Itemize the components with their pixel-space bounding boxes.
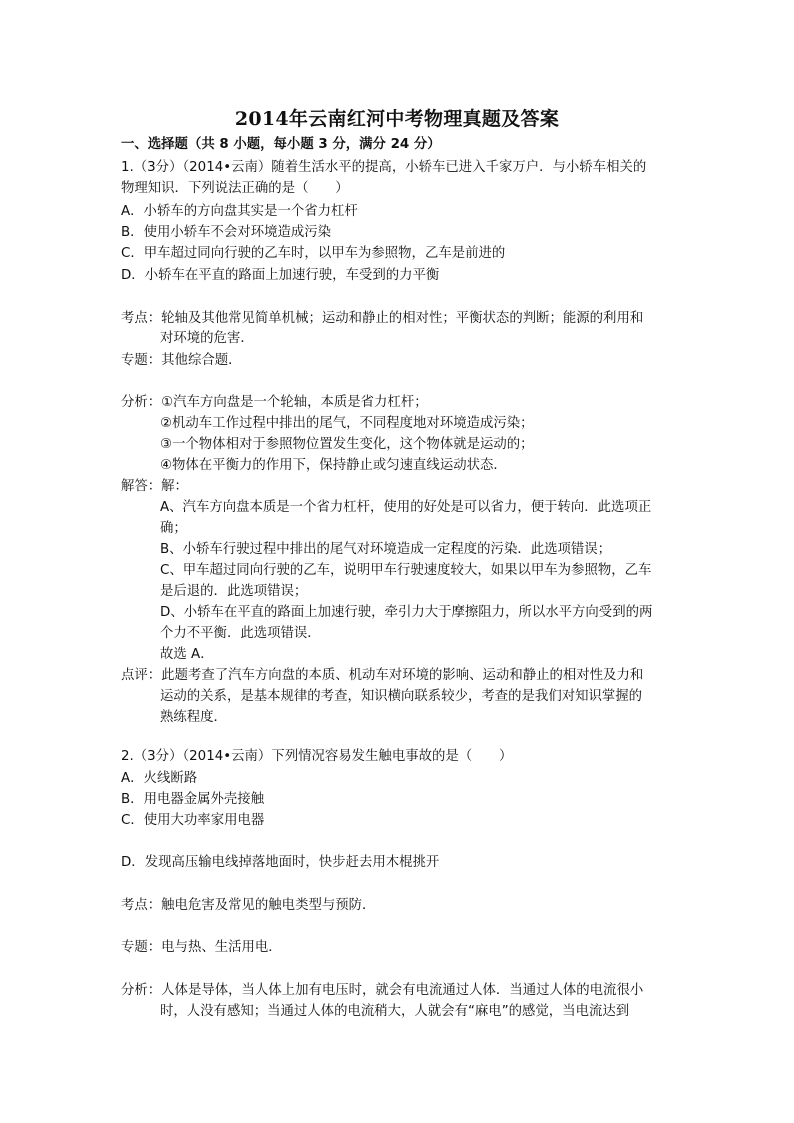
q2-fenxi-line-2: 时，人没有感知；当通过人体的电流稍大，人就会有“麻电”的感觉，当电流达到 [160, 1004, 630, 1019]
q2-kaodian: 考点：触电危害及常见的触电类型与预防． [121, 898, 376, 913]
q2-option-b: B．用电器金属外壳接触 [121, 792, 265, 807]
q1-jieda-b: B、小轿车行驶过程中排出的尾气对环境造成一定程度的污染．此选项错误； [160, 542, 612, 557]
q1-answer: 故选 A． [160, 647, 214, 662]
document-title: 2014年云南红河中考物理真题及答案 [234, 108, 560, 130]
q1-kaodian-line-1: 考点：轮轴及其他常见简单机械；运动和静止的相对性；平衡状态的判断；能源的利用和 [121, 311, 644, 326]
q2-stem: 2.（3分）（2014•云南）下列情况容易发生触电事故的是（ ） [121, 749, 513, 764]
q1-jieda-heading: 解答：解： [121, 479, 188, 494]
q1-fenxi-line-2: ②机动车工作过程中排出的尾气，不同程度地对环境造成污染； [160, 416, 534, 431]
q2-zhuanti: 专题：电与热、生活用电． [121, 940, 282, 955]
q1-dianping-line-1: 点评：此题考查了汽车方向盘的本质、机动车对环境的影响、运动和静止的相对性及力和 [121, 668, 644, 683]
q1-option-c: C．甲车超过同向行驶的乙车时，以甲车为参照物，乙车是前进的 [121, 246, 506, 261]
q1-jieda-c-line-1: C、甲车超过同向行驶的乙车，说明甲车行驶速度较大，如果以甲车为参照物，乙车 [160, 563, 652, 578]
q1-jieda-a-line-1: A、汽车方向盘本质是一个省力杠杆，使用的好处是可以省力，便于转向．此选项正 [160, 500, 652, 515]
q1-zhuanti: 专题：其他综合题． [121, 353, 242, 368]
q1-option-a: A．小轿车的方向盘其实是一个省力杠杆 [121, 204, 358, 219]
q1-jieda-c-line-2: 是后退的．此选项错误； [160, 584, 308, 599]
q1-option-d: D．小轿车在平直的路面上加速行驶，车受到的力平衡 [121, 268, 440, 283]
q1-jieda-d-line-1: D、小轿车在平直的路面上加速行驶，牵引力大于摩擦阻力，所以水平方向受到的两 [160, 605, 653, 620]
q2-option-c: C．使用大功率家用电器 [121, 813, 265, 828]
q2-option-d: D．发现高压输电线掉落地面时，快步赶去用木棍挑开 [121, 855, 440, 870]
q1-option-b: B．使用小轿车不会对环境造成污染 [121, 225, 332, 240]
section-heading: 一、选择题（共 8 小题，每小题 3 分，满分 24 分） [121, 137, 441, 152]
q1-jieda-d-line-2: 个力不平衡．此选项错误． [160, 626, 321, 641]
q1-dianping-line-2: 运动的关系，是基本规律的考查，知识横向联系较少，考查的是我们对知识掌握的 [160, 689, 643, 704]
q1-kaodian-line-2: 对环境的危害． [160, 331, 254, 346]
q2-fenxi-line-1: 分析：人体是导体，当人体上加有电压时，就会有电流通过人体．当通过人体的电流很小 [121, 983, 644, 998]
q1-fenxi-line-1: 分析：①汽车方向盘是一个轮轴，本质是省力杠杆； [121, 395, 428, 410]
q1-dianping-line-3: 熟练程度． [160, 710, 227, 725]
q1-jieda-a-line-2: 确； [160, 521, 187, 536]
q1-fenxi-line-4: ④物体在平衡力的作用下，保持静止或匀速直线运动状态． [160, 458, 507, 473]
q1-stem-line-1: 1.（3分）（2014•云南）随着生活水平的提高，小轿车已进入千家万户．与小轿车相关的 [121, 160, 647, 175]
q1-fenxi-line-3: ③一个物体相对于参照物位置发生变化，这个物体就是运动的； [160, 437, 534, 452]
q1-stem-line-2: 物理知识．下列说法正确的是（ ） [121, 181, 349, 196]
q2-option-a: A．火线断路 [121, 771, 198, 786]
